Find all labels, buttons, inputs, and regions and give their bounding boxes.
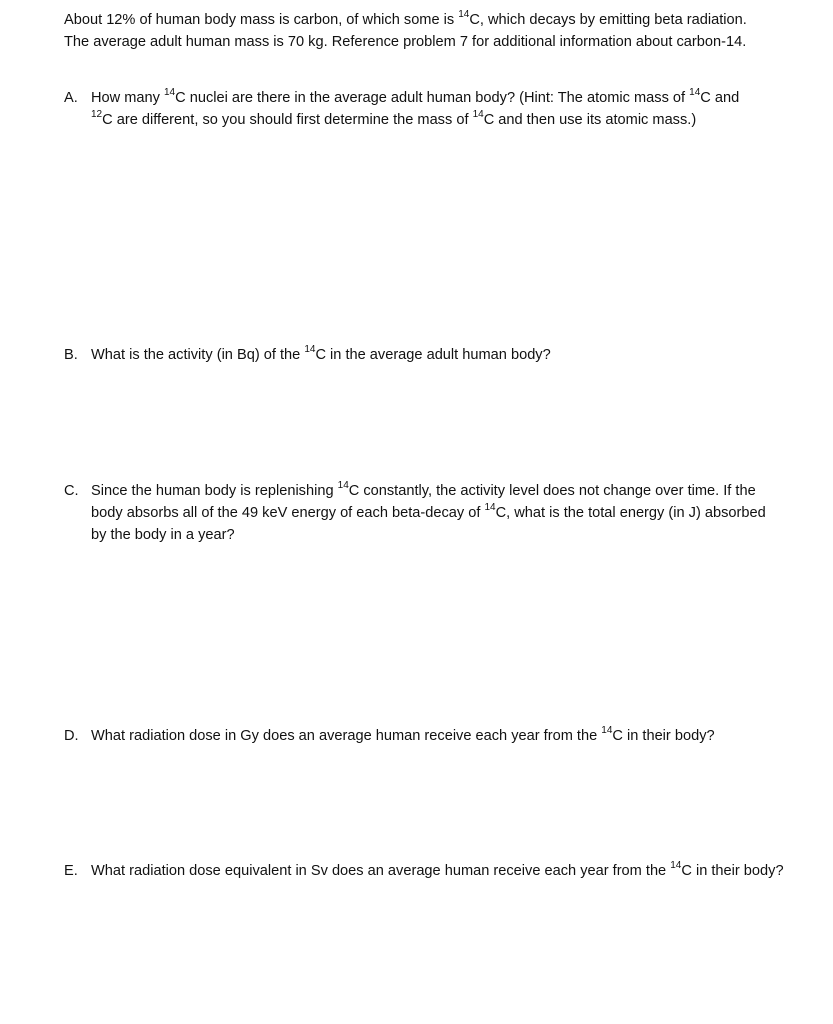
question-e-text xyxy=(91,860,784,882)
question-c-text-2: C constantly, the activity level does not change over time. If the body absorbs all of the 49 keV energy of each beta-decay of xyxy=(91,483,756,521)
question-a-text-3: C and xyxy=(700,90,740,106)
question-a xyxy=(64,87,784,131)
isotope-superscript: 14 xyxy=(472,109,484,121)
question-c-text-3: C, what is the total energy (in J) absorbed by the body in a year? xyxy=(91,505,766,543)
question-a-text-5: C and then use its atomic mass.) xyxy=(483,112,697,128)
question-e-text-2: C in their body? xyxy=(681,863,784,879)
isotope-superscript: 14 xyxy=(689,87,701,99)
isotope-superscript: 14 xyxy=(601,725,613,737)
isotope-superscript: 14 xyxy=(484,502,496,514)
question-d-text-2: C in their body? xyxy=(612,728,715,744)
question-c-text-1: Since the human body is replenishing xyxy=(91,483,338,499)
question-a-text-4: C are different, so you should first determine the mass of xyxy=(102,112,473,128)
isotope-superscript: 14 xyxy=(164,87,176,99)
isotope-superscript: 14 xyxy=(337,480,349,492)
question-b xyxy=(64,344,784,366)
question-d-letter: D. xyxy=(64,728,79,744)
question-c xyxy=(64,480,784,546)
intro-paragraph xyxy=(64,9,764,53)
question-a-letter: A. xyxy=(64,90,78,106)
question-c-letter: C. xyxy=(64,483,79,499)
question-b-text-1: What is the activity (in Bq) of the xyxy=(91,347,305,363)
isotope-superscript: 14 xyxy=(458,9,470,21)
question-b-text xyxy=(91,344,784,366)
question-e-letter: E. xyxy=(64,863,78,879)
isotope-superscript: 14 xyxy=(304,344,316,356)
isotope-superscript: 12 xyxy=(91,109,103,121)
question-e-text-1: What radiation dose equivalent in Sv does an average human receive each year from the xyxy=(91,863,671,879)
question-d-text xyxy=(91,725,784,747)
question-d-text-1: What radiation dose in Gy does an average human receive each year from the xyxy=(91,728,602,744)
isotope-superscript: 14 xyxy=(670,860,682,872)
question-d xyxy=(64,725,784,747)
question-e xyxy=(64,860,784,882)
intro-text-2: C, which decays by emitting beta radiation. The average adult human mass is 70 kg. Reference problem 7 for additional information about carbon-14. xyxy=(64,12,747,50)
question-a-text-2: C nuclei are there in the average adult human body? (Hint: The atomic mass of xyxy=(175,90,690,106)
question-a-text xyxy=(91,87,784,131)
question-b-letter: B. xyxy=(64,347,78,363)
question-b-text-2: C in the average adult human body? xyxy=(315,347,551,363)
question-a-text-1: How many xyxy=(91,90,164,106)
question-c-text xyxy=(91,480,784,546)
intro-text-1: About 12% of human body mass is carbon, of which some is xyxy=(64,12,459,28)
